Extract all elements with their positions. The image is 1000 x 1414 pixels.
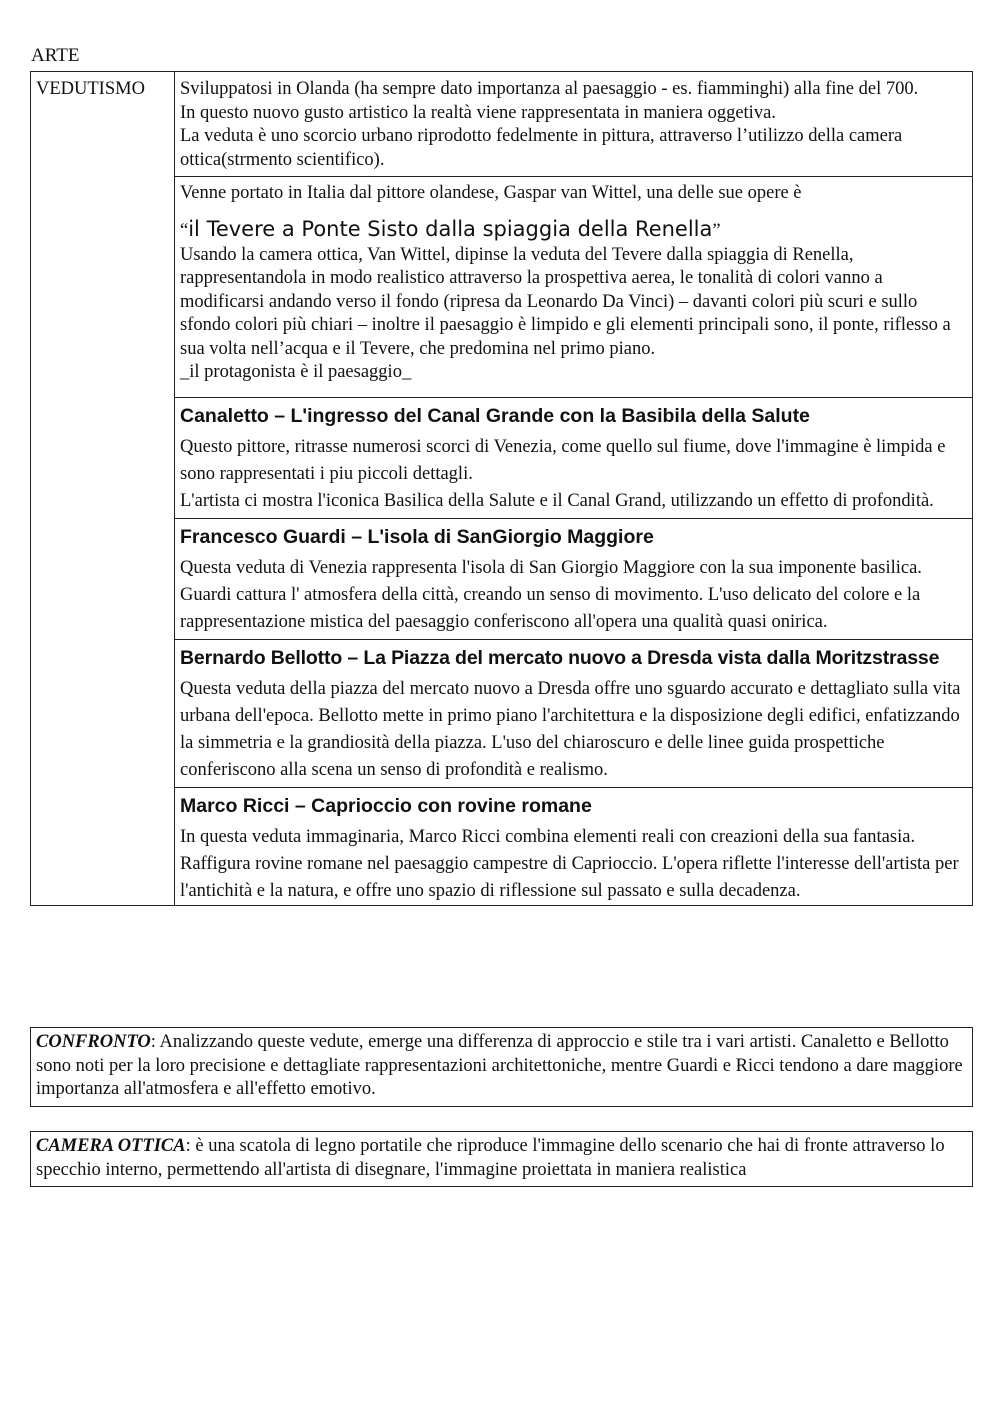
artist-heading: Francesco Guardi – L'isola di SanGiorgio Maggiore xyxy=(180,525,654,548)
confronto-term: CONFRONTO xyxy=(36,1032,151,1052)
artist-text: Questa veduta di Venezia rappresenta l'isola di San Giorgio Maggiore con la sua imponente basilica. Guardi cattura l' atmosfera della città, creando un senso di movimento. L'uso delicato del colore e la rappresentazione mistica del paesaggio conferiscono all'opera una qualità quasi onirica. xyxy=(180,557,922,632)
artist-heading: Canaletto – L'ingresso del Canal Grande con la Basibila della Salute xyxy=(180,404,810,427)
intro-line: In questo nuovo gusto artistico la realtà viene rappresentata in maniera oggetiva. xyxy=(180,102,776,123)
confronto-box xyxy=(30,1027,973,1107)
table-row xyxy=(31,72,973,177)
artist-text: Questo pittore, ritrasse numerosi scorci di Venezia, come quello sul fiume, dove l'immagine è limpida e sono rappresentati i piu piccoli dettagli. xyxy=(180,436,946,484)
intro-line: Sviluppatosi in Olanda (ha sempre dato importanza al paesaggio - es. fiamminghi) alla fine del 700. xyxy=(180,79,919,99)
document-title: ARTE xyxy=(31,45,80,66)
intro-line: La veduta è uno scorcio urbano riprodotto fedelmente in pittura, attraverso l’utilizzo della camera ottica(strmento scientifico). xyxy=(180,126,903,170)
camera-ottica-text: : è una scatola di legno portatile che riproduce l'immagine dello scenario che hai di fronte attraverso lo specchio interno, permettendo all'artista di disegnare, l'immagine proiettata in maniera realistica xyxy=(36,1136,945,1180)
topic-label-cell xyxy=(31,72,175,906)
artist-heading: Bernardo Bellotto – La Piazza del mercato nuovo a Dresda vista dalla Moritzstrasse xyxy=(180,646,940,669)
confronto-text: : Analizzando queste vedute, emerge una differenza di approccio e stile tra i vari artisti. Canaletto e Bellotto sono noti per la loro precisione e dettagliate rappresentazioni architettoniche, mentre Guardi e Ricci tendono a dare maggiore importanza all'atmosfera e all'effetto emotivo. xyxy=(36,1032,963,1099)
artist-text: In questa veduta immaginaria, Marco Ricci combina elementi reali con creazioni della sua fantasia. Raffigura rovine romane nel paesaggio campestre di Caprioccio. L'opera riflette l'interesse dell'artista per l'antichità e la natura, e offre uno spazio di riflessione sul passato e sulla decadenza. xyxy=(180,826,959,901)
close-quote: ” xyxy=(712,220,721,241)
topic-label: VEDUTISMO xyxy=(36,79,145,99)
work-title-text: il Tevere a Ponte Sisto dalla spiaggia della Renella xyxy=(188,216,713,241)
artist-cell-bellotto xyxy=(175,639,973,787)
intro-cell xyxy=(175,72,973,177)
wittel-intro: Venne portato in Italia dal pittore olandese, Gaspar van Wittel, una delle sue opere è xyxy=(180,183,802,203)
camera-ottica-box xyxy=(30,1131,973,1187)
artist-cell-guardi xyxy=(175,518,973,639)
wittel-note: _il protagonista è il paesaggio_ xyxy=(180,362,412,382)
wittel-cell xyxy=(175,177,973,398)
artist-text: L'artista ci mostra l'iconica Basilica della Salute e il Canal Grand, utilizzando un effetto di profondità. xyxy=(180,490,934,511)
camera-ottica-term: CAMERA OTTICA xyxy=(36,1136,186,1156)
artist-cell-canaletto xyxy=(175,397,973,518)
wittel-body: Usando la camera ottica, Van Wittel, dipinse la veduta del Tevere dalla spiaggia di Renella, rappresentandola in modo realistico attraverso la prospettiva aerea, le tonalità di colori vanno a modificarsi andando verso il fondo (ripresa da Leonardo Da Vinci) – davanti colori più scuri e sullo sfondo colori più chiari – inoltre il paesaggio è limpido e gli elementi principali sono, il ponte, riflesso a sua volta nell’acqua e il Tevere, che predomina nel primo piano. xyxy=(180,244,951,359)
open-quote: “ xyxy=(180,220,189,241)
wittel-work-title xyxy=(180,216,967,244)
vedutismo-table xyxy=(30,71,973,906)
artist-heading: Marco Ricci – Caprioccio con rovine romane xyxy=(180,794,592,817)
artist-text: Questa veduta della piazza del mercato nuovo a Dresda offre uno sguardo accurato e dettagliato sulla vita urbana dell'epoca. Bellotto mette in primo piano l'architettura e la disposizione degli edifici, enfatizzando la simmetria e la grandiosità della piazza. L'uso del chiaroscuro e delle linee guida prospettiche conferiscono alla scena un senso di profondità e realismo. xyxy=(180,678,961,780)
artist-cell-ricci xyxy=(175,787,973,905)
